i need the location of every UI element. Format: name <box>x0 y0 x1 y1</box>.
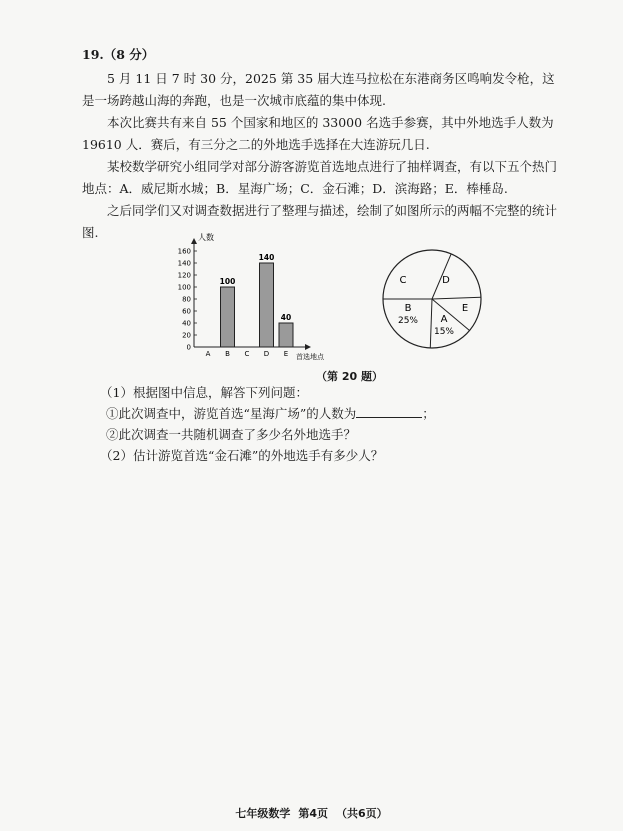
x-tick-label: C <box>244 350 250 358</box>
y-tick-label: 0 <box>186 343 191 352</box>
x-axis-arrow <box>305 344 311 350</box>
question-1: （1）根据图中信息，解答下列问题： <box>100 385 308 400</box>
x-axis-label: 首选地点 <box>296 353 324 361</box>
question-1-2: ②此次调查一共随机调查了多少名外地选手？ <box>106 427 357 442</box>
bar-data-label: 140 <box>258 253 275 262</box>
paragraph-participants: 本次比赛共有来自 55 个国家和地区的 33000 名选手参赛，其中外地选手人数为 19610 人．赛后，有三分之二的外地选手选择在大连游玩几日. <box>82 115 554 152</box>
pie-slice-percent: 25% <box>397 316 419 326</box>
problem-text <box>82 44 562 244</box>
pie-chart <box>380 235 500 365</box>
bar <box>279 323 293 347</box>
paragraph-intro: 5 月 11 日 7 时 30 分，2025 第 35 届大连马拉松在东港商务区鸣响发令枪，这是一场跨越山海的奔跑，也是一次城市底蕴的集中体现. <box>82 71 555 108</box>
pie-slice-label: E <box>461 303 469 314</box>
y-tick-label: 100 <box>177 283 191 292</box>
pie-slice-percent: 15% <box>433 327 455 337</box>
x-tick-label: B <box>225 350 230 358</box>
y-tick-label: 120 <box>177 271 191 280</box>
pie-slice-label: D <box>442 275 450 286</box>
pie-slice-label: B <box>404 303 412 314</box>
statistics-figure <box>160 225 500 385</box>
x-tick-label: E <box>283 350 289 358</box>
pie-sector-boundary <box>432 297 481 299</box>
x-tick-label: D <box>263 350 270 358</box>
bar <box>260 263 274 347</box>
paragraph-charts: 之后同学们又对调查数据进行了整理与描述，绘制了如图所示的两幅不完整的统计图. <box>82 203 558 240</box>
question-1-1-suffix: ； <box>422 406 435 421</box>
y-tick-label: 20 <box>182 331 191 340</box>
y-tick-label: 80 <box>182 295 191 304</box>
question-number: 19.（8 分） <box>82 47 155 62</box>
bar <box>221 287 235 347</box>
bar-data-label: 100 <box>219 277 236 286</box>
paragraph-survey: 某校数学研究小组同学对部分游客游览首选地点进行了抽样调查，有以下五个热门地点：A．威尼斯水城；B．星海广场；C．金石滩；D．滨海路；E．棒棰岛. <box>82 159 558 196</box>
y-tick-label: 140 <box>177 259 191 268</box>
pie-slice-label: C <box>399 275 407 286</box>
question-1-1 <box>100 403 560 424</box>
pie-slice-label: A <box>440 314 448 325</box>
footer-total: （共6页） <box>336 807 388 820</box>
footer-page: 第4页 <box>298 807 328 820</box>
y-axis-arrow <box>191 238 197 244</box>
y-tick-label: 60 <box>182 307 191 316</box>
question-1-1-text: ①此次调查中，游览首选“星海广场”的人数为 <box>106 406 357 421</box>
x-tick-label: A <box>205 350 211 358</box>
y-tick-label: 160 <box>177 247 191 256</box>
pie-sector-boundary <box>430 299 432 348</box>
bar-data-label: 40 <box>280 313 292 322</box>
bar-chart <box>160 225 360 365</box>
page-footer <box>0 805 623 821</box>
y-axis-label: 人数 <box>198 233 214 242</box>
figure-caption: （第 20 题） <box>316 370 383 383</box>
question-2: （2）估计游览首选“金石滩”的外地选手有多少人？ <box>100 448 384 463</box>
answer-blank <box>356 405 422 418</box>
sub-questions <box>100 382 560 466</box>
footer-subject: 七年级数学 <box>235 807 291 820</box>
y-tick-label: 40 <box>182 319 191 328</box>
